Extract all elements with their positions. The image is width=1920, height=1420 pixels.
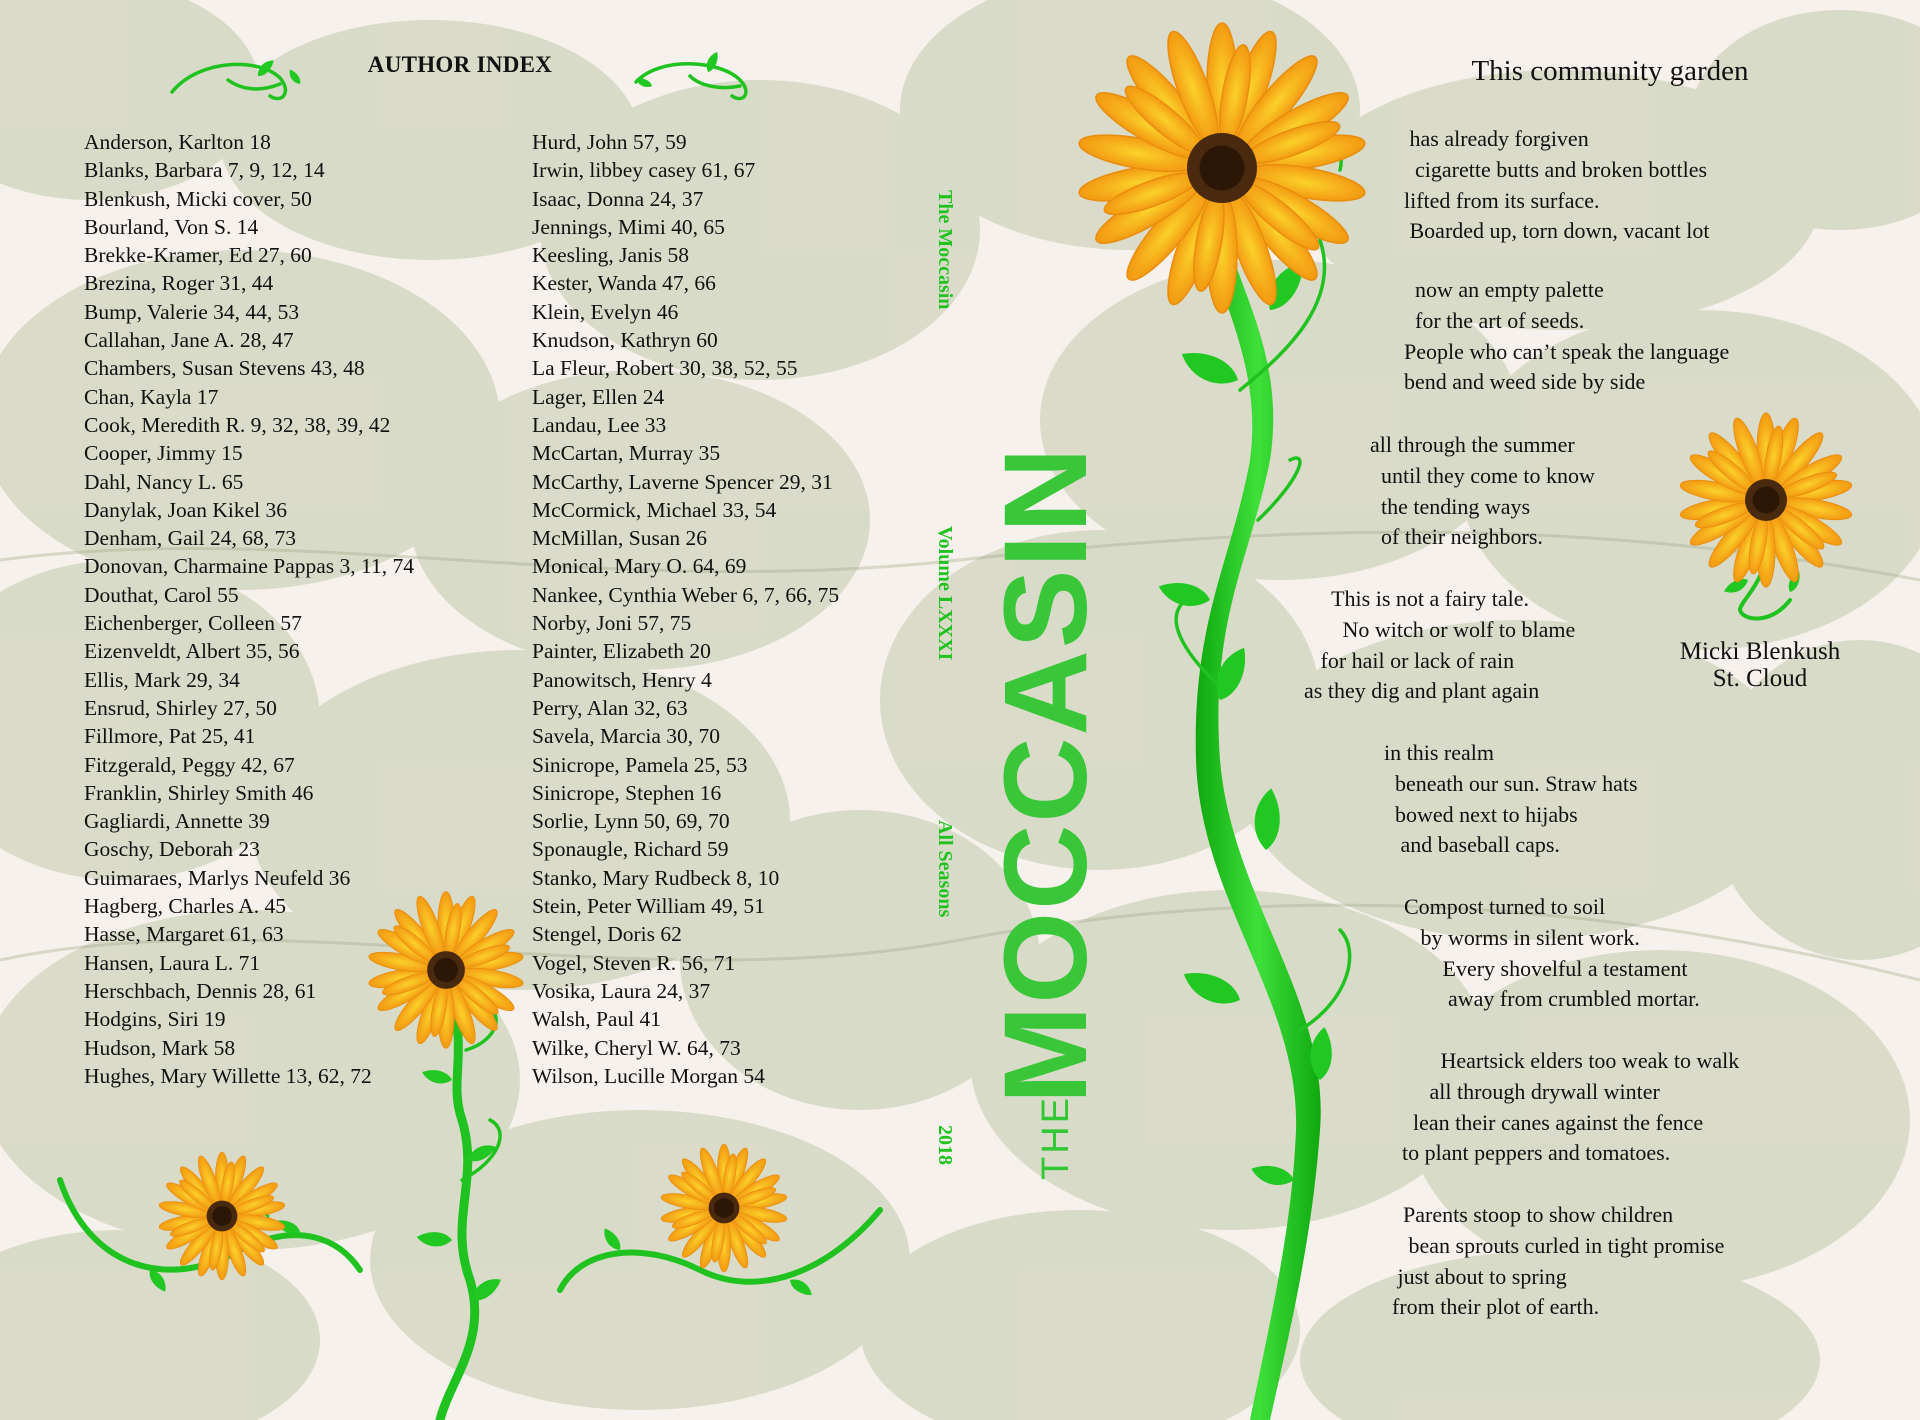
poem-line: cigarette butts and broken bottles — [1404, 156, 1708, 182]
index-entry: Panowitsch, Henry 4 — [532, 667, 712, 692]
index-entry: Kester, Wanda 47, 66 — [532, 271, 716, 296]
index-entry: Douthat, Carol 55 — [84, 582, 239, 607]
index-entry: Ellis, Mark 29, 34 — [84, 667, 240, 692]
index-entry: Brekke-Kramer, Ed 27, 60 — [84, 243, 312, 268]
index-entry: Blanks, Barbara 7, 9, 12, 14 — [84, 158, 325, 183]
index-entry: McMillan, Susan 26 — [532, 526, 707, 551]
index-entry: Herschbach, Dennis 28, 61 — [84, 978, 317, 1003]
index-entry: Sponaugle, Richard 59 — [532, 837, 729, 862]
spine-season: All Seasons — [934, 820, 956, 918]
index-entry: Chambers, Susan Stevens 43, 48 — [84, 356, 365, 381]
index-entry: Hasse, Margaret 61, 63 — [84, 922, 284, 947]
poem-stanza — [1404, 124, 1710, 247]
index-entry: Fitzgerald, Peggy 42, 67 — [84, 752, 295, 777]
poem-line: of their neighbors. — [1370, 524, 1543, 550]
index-entry: Keesling, Janis 58 — [532, 243, 690, 268]
poem-stanza — [1404, 892, 1700, 1015]
index-entry: Danylak, Joan Kikel 36 — [84, 497, 288, 522]
logo-the: THE — [1035, 1095, 1077, 1180]
index-entry: Denham, Gail 24, 68, 73 — [84, 526, 296, 551]
index-entry: Hansen, Laura L. 71 — [84, 950, 261, 975]
poem-stanza — [1404, 275, 1729, 398]
index-entry: Norby, Joni 57, 75 — [532, 611, 692, 636]
poem-line: just about to spring — [1392, 1263, 1567, 1289]
index-entry: Hagberg, Charles A. 45 — [84, 894, 287, 919]
index-entry: Knudson, Kathryn 60 — [532, 328, 718, 353]
index-entry: Nankee, Cynthia Weber 6, 7, 66, 75 — [532, 582, 840, 607]
poem-stanza — [1304, 584, 1575, 707]
poem-line: as they dig and plant again — [1304, 678, 1540, 704]
index-entry: Ensrud, Shirley 27, 50 — [84, 695, 277, 720]
spine-year: 2018 — [934, 1125, 956, 1165]
poem-line: away from crumbled mortar. — [1404, 986, 1700, 1012]
poem-line: and baseball caps. — [1384, 832, 1560, 858]
poem-line: Parents stoop to show children — [1392, 1202, 1674, 1227]
poem-line: Every shovelful a testament — [1404, 955, 1688, 981]
cover-artist-place: St. Cloud — [1712, 665, 1808, 692]
index-entry: Blenkush, Micki cover, 50 — [84, 186, 312, 211]
poem-line: for the art of seeds. — [1404, 307, 1585, 333]
index-entry: Sinicrope, Pamela 25, 53 — [532, 752, 748, 777]
index-entry: Anderson, Karlton 18 — [84, 130, 271, 154]
index-entry: Monical, Mary O. 64, 69 — [532, 554, 747, 579]
poem-line: to plant peppers and tomatoes. — [1402, 1140, 1671, 1166]
poem-line: Boarded up, torn down, vacant lot — [1404, 218, 1710, 244]
index-entry: Wilke, Cheryl W. 64, 73 — [532, 1035, 741, 1060]
index-entry: Franklin, Shirley Smith 46 — [84, 780, 314, 805]
poem-line: Compost turned to soil — [1404, 894, 1606, 919]
poem-line: lean their canes against the fence — [1402, 1109, 1704, 1135]
index-entry: Sinicrope, Stephen 16 — [532, 780, 722, 805]
poem-line: now an empty palette — [1404, 277, 1604, 302]
index-entry: Hudson, Mark 58 — [84, 1035, 236, 1060]
index-entry: Gagliardi, Annette 39 — [84, 809, 270, 834]
poem-line: bowed next to hijabs — [1384, 801, 1578, 827]
poem-line: from their plot of earth. — [1392, 1294, 1600, 1320]
index-entry: Cooper, Jimmy 15 — [84, 441, 243, 466]
poem-line: the tending ways — [1370, 493, 1531, 519]
spine-title: The Moccasin — [934, 190, 956, 310]
index-entry: Savela, Marcia 30, 70 — [532, 724, 721, 749]
index-entry: Brezina, Roger 31, 44 — [84, 271, 274, 296]
index-entry: Hughes, Mary Willette 13, 62, 72 — [84, 1063, 372, 1088]
index-entry: Hurd, John 57, 59 — [532, 130, 687, 154]
index-entry: Goschy, Deborah 23 — [84, 837, 260, 862]
index-entry: Chan, Kayla 17 — [84, 384, 219, 409]
index-entry: Donovan, Charmaine Pappas 3, 11, 74 — [84, 554, 415, 579]
index-entry: Walsh, Paul 41 — [532, 1007, 662, 1032]
index-entry: Bump, Valerie 34, 44, 53 — [84, 299, 300, 324]
index-entry: Hodgins, Siri 19 — [84, 1007, 226, 1032]
index-entry: Eichenberger, Colleen 57 — [84, 611, 302, 636]
index-entry: Guimaraes, Marlys Neufeld 36 — [84, 865, 351, 890]
index-entry: Stanko, Mary Rudbeck 8, 10 — [532, 865, 780, 890]
index-entry: Stengel, Doris 62 — [532, 922, 682, 947]
index-entry: La Fleur, Robert 30, 38, 52, 55 — [532, 356, 798, 381]
poem-stanza — [1402, 1046, 1739, 1169]
poem-line: has already forgiven — [1404, 126, 1589, 151]
index-entry: Vogel, Steven R. 56, 71 — [532, 950, 736, 975]
spine — [925, 190, 965, 1210]
index-entry: McCarthy, Laverne Spencer 29, 31 — [532, 469, 833, 494]
index-entry: Landau, Lee 33 — [532, 412, 667, 437]
author-index-column-1 — [84, 128, 414, 1090]
logo-moccasin: MOCCASIN — [980, 445, 1112, 1104]
index-entry: Cook, Meredith R. 9, 32, 38, 39, 42 — [84, 412, 391, 437]
index-entry: Bourland, Von S. 14 — [84, 214, 259, 239]
index-entry: Stein, Peter William 49, 51 — [532, 894, 765, 919]
poem-title: This community garden — [1471, 55, 1749, 87]
author-index-title: AUTHOR INDEX — [367, 52, 553, 77]
poem-stanza — [1392, 1200, 1724, 1323]
index-entry: McCartan, Murray 35 — [532, 441, 721, 466]
author-index-column-2 — [532, 128, 839, 1090]
poem-stanza — [1370, 430, 1595, 553]
poem-line: Heartsick elders too weak to walk — [1402, 1048, 1740, 1073]
poem-line: People who can’t speak the language — [1404, 338, 1730, 364]
poem-line: This is not a fairy tale. — [1304, 586, 1530, 611]
index-entry: Callahan, Jane A. 28, 47 — [84, 328, 294, 353]
index-entry: Wilson, Lucille Morgan 54 — [532, 1063, 765, 1088]
poem-line: until they come to know — [1370, 462, 1595, 488]
index-entry: Vosika, Laura 24, 37 — [532, 978, 711, 1003]
poem-line: bean sprouts curled in tight promise — [1392, 1232, 1725, 1258]
index-entry: McCormick, Michael 33, 54 — [532, 497, 777, 522]
spine-volume: Volume LXXXI — [934, 526, 956, 661]
index-entry: Fillmore, Pat 25, 41 — [84, 724, 256, 749]
poem-line: for hail or lack of rain — [1304, 647, 1515, 673]
index-entry: Eizenveldt, Albert 35, 56 — [84, 639, 300, 664]
poem-line: bend and weed side by side — [1404, 369, 1646, 395]
index-entry: Isaac, Donna 24, 37 — [532, 186, 704, 211]
poem-line: lifted from its surface. — [1404, 187, 1600, 213]
index-entry: Dahl, Nancy L. 65 — [84, 469, 244, 494]
poem-stanza — [1384, 738, 1638, 861]
index-entry: Irwin, libbey casey 61, 67 — [532, 158, 756, 183]
poem-line: in this realm — [1384, 740, 1494, 765]
poem-line: by worms in silent work. — [1404, 924, 1640, 950]
poem-line: all through the summer — [1370, 432, 1575, 457]
poem-line: No witch or wolf to blame — [1304, 616, 1576, 642]
index-entry: Sorlie, Lynn 50, 69, 70 — [532, 809, 730, 834]
index-entry: Klein, Evelyn 46 — [532, 299, 679, 324]
index-entry: Painter, Elizabeth 20 — [532, 639, 711, 664]
cover-artist-name: Micki Blenkush — [1679, 638, 1841, 665]
index-entry: Lager, Ellen 24 — [532, 384, 665, 409]
index-entry: Perry, Alan 32, 63 — [532, 695, 688, 720]
poem-line: all through drywall winter — [1402, 1078, 1660, 1104]
index-entry: Jennings, Mimi 40, 65 — [532, 214, 725, 239]
poem-line: beneath our sun. Straw hats — [1384, 770, 1638, 796]
